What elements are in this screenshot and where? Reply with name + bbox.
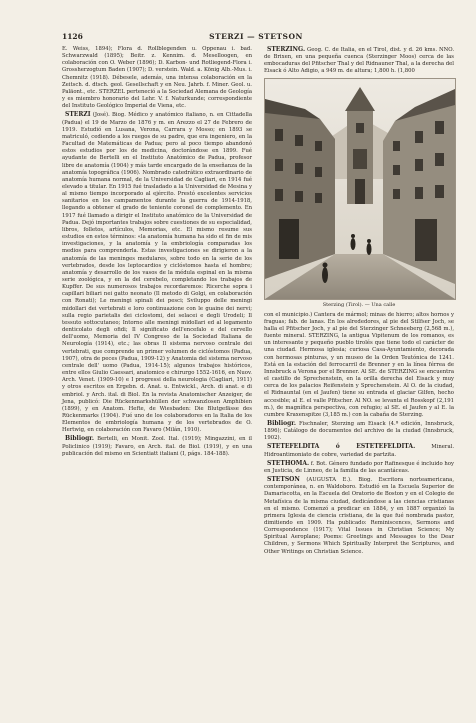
entry-text: E. Weiss, 1894); Flora d. Rollblegenden u. Oppenau i. bad. Schwarzwald (1895); Beitr. z. Kennim. d. Meselloogen, en colaboración con O. Weber (1896); D. Karbon- und Rotliegend-Flora i. Grossherzogtum Baden (1907); D. verstein. Wald. a. König Alb.-Mus. i. Chemnitz (1918). Débesele, además, una intensa colaboración en la Zeitsch. d. dtsch. geol. Gesellschaft y en Neu. Jahrb. f. Miner. Geol. u. Paläont., etc. STERZEL perteneció a la Sociedad Alemana de Geología y es miembro honorario del Lehr. V. f. Naturkunde; correspondiente del Instituto Geológico Imperial de Viena, etc. bbox=[62, 46, 252, 110]
entry-sterzi bbox=[62, 111, 252, 434]
entry-headword: STERZING. bbox=[267, 46, 306, 53]
right-column bbox=[264, 46, 454, 557]
entry-text: (AUGUSTA E.). Biog. Escritora norteamericana, contemporánea, n. en Waldoboro. Estudió en la Escuela Superior de Damariscotta, en la Escuela del Oratorio de Boston y en el Colegio de Metafísica de la misma ciudad, dedicándose a las ciencias cristianas en el mismo. Comenzó a predicar en 1884, y en 1887 organizó la primera Iglesia de ciencia cristiana, de la que fué nombrada pastor, dimitiendo en 1909. Ha publicado: Reminiscences, Sermons and Correspondence (1917); Vital Issues in Christian Science; My Spiritual Aeroplane; Poems: Greetings and Messages to the Dear Children, y Sermons Which Spiritually Interpret the Scriptures, and Other Writings on Christian Science. bbox=[264, 477, 454, 555]
street-photograph bbox=[264, 78, 456, 300]
entry-text: f. Bot. Género fundado por Rafinesque é incluido hoy en Justicia, de Linneo, de la familia de las acantáceas. bbox=[264, 460, 454, 474]
entry-sterzing-continued bbox=[264, 312, 454, 419]
entry-sterzing-bibliography bbox=[264, 420, 454, 442]
entry-headword: STETEFELDITA ó ESTETEFELDITA. bbox=[267, 443, 416, 451]
entry-stetson bbox=[264, 476, 454, 556]
entry-headword: STERZI bbox=[65, 111, 91, 119]
figure-caption: Sterzing (Tirol). — Una calle bbox=[322, 301, 396, 308]
entry-text: Fischnaler, Sterzing am Eisack (4.ª edición, Innsbruck, 1896); Catálogo de documentos del archivo de la ciudad (Innsbruck, 1902). bbox=[264, 420, 455, 442]
running-title: STERZI — STETSON bbox=[209, 32, 303, 41]
street-photograph-drawing bbox=[265, 79, 455, 299]
entry-headword: Bibliogr. bbox=[267, 419, 297, 427]
entry-headword: Bibliogr. bbox=[65, 435, 95, 443]
entry-headword: STETHOMA. bbox=[267, 459, 310, 467]
entry-headword: STETSON bbox=[267, 476, 300, 484]
entry-text: Mineral. Hidroantimoniato de cobre, variedad de partzita. bbox=[264, 444, 454, 458]
entry-sterzi-bibliography bbox=[62, 435, 252, 457]
entry-sterzing bbox=[264, 46, 454, 76]
page-number: 1126 bbox=[62, 32, 83, 41]
entry-text: Geog. C. de Italia, en el Tirol, dist. y d. 26 kms. NNO. de Brixen, en una pequeña cuenca (Sterzinger Moos) cerca de las embocaduras del Pfitscher Thal y del Ridnauner Thal, a la derecha del Eisack ó Alto Adigio, a 949 m. de altura; 1,800 h. (1,800 bbox=[264, 47, 454, 75]
entry-text: Bertelli, en Monit. Zool. Ital. (1919); Mingazzini, en il Policlinico (1919); Favaro, en Arch. ital. de Biol. (1919), y en una publicación del mismo en Scientiatt italiani (I, págs. 184-188). bbox=[62, 436, 252, 457]
entry-stetefeldita bbox=[264, 443, 454, 458]
left-column bbox=[62, 46, 252, 459]
entry-stethoma bbox=[264, 460, 454, 475]
entry-sterzel-continued bbox=[62, 46, 252, 110]
page-header bbox=[62, 32, 450, 44]
entry-text: con el municipio.) Cantera de mármol; minas de hierro; altos hornos y fraguas; fab. de lanas. En los alrededores, al pie del Stilfser Joch, se halla el Pfitscher Joch, y al pie del Sterzinger Schneeberg (2,568 m.), fuente mineral. STERZING, la antigua Vipitenum de los romanos, es un interesante y pequeño pueblo tirolés que tiene todo el carácter de una ciudad. Hermosa iglesia; curiosa Casa-Ayuntamiento, decorada con hermosas pinturas, y un museo de la Orden Teutónica de 1241. Está en la estación del ferrocarril de Brenner y en la línea férrea de Innsbruck a Verona por el Brenner. Al SE. de STERZING se encuentra el castillo de Sprechenstein, en la orilla derecha del Eisack y muy cerca de los palacios Reifenstein y Sprechenstein. Al O. de la ciudad, el Ridnauntal (en el Jaufen) tiene su entrada el glaciar Gilfen, hecho accesible; al E. el valle Pfitscher. Al NO. se levanta el Rosskopf (2,191 m.), de magnífica perspectiva, con refugio; al SE. el Jaufen y al E. la cumbre Kraxenspitze (3,185 m.) con la cabaña de Sterzing. bbox=[264, 311, 454, 418]
entry-text: (José). Biog. Médico y anatómico italiano, n. en Cittadella (Padua) el 19 de Marzo de 1876 y m. en Arezzo el 27 de Febrero de 1919. Estudió en Lusana, Verona, Carrara y Mosso; en 1893 se matriculó, cediendo a los ruegos de su padre, que era ingeniero, en la Facultad de Matemáticas de Padua; pero al poco tiempo abandonó estos estudios por los de medicina, doctorándose en 1899. Fué ayudante de Bertelli en el Instituto Anatómico de Padua, profesor libre de anatomía (1904) y más tarde encargado de la enseñanza de la anatomía topográfica (1906). Nombrado catedrático extraordinario de anatomía humana normal, de la Universidad de Cagliari, en 1914 fué elevado a titular. En 1915 fué trasladado a la Universidad de Mesina y al mismo tiempo incorporado al ejército. Prestó excelentes servicios sanitarios en los campamentos durante la guerra de 1914-1918, llegando a obtener el grado de teniente coronel de complemento. En 1917 fué llamado a dirigir el Instituto anatómico de la Universidad de Padua. Dejó importantes trabajos sobre cuestiones de su especialidad, libros, folletos, artículos, Memorias, etc. El mismo resume sus estudios en estos términos: «la anatomía humana ha sido el fin de mis investigaciones, y la anatomía y la embriología comparadas los medios para comprenderla. Estas investigaciones se dirigieron a la anatomía de las meninges medulares, sobre todo en la serie de los vertebrados, desde los leptocardios y ciclóstomos hasta el hombre; anatomía y desarrollo de los vasos de la médula espinal en la misma serie zoológica, y en la del cerebelo, completando los trabajos de Kupffer. De sus numerosos trabajos recordaremos: Ricerche sopra i capillari biliari nei gatto neonato (Il metodo di Golgi, en colaboración con Ronati); Le meningi spinali dei pesci; Sviluppo delle meningi midollari dei vertebrati e loro continuazione con le guaine dei nervi; sulla regio parietalis dei ciclostomi, dei selacei e degli Urodeli; Il tessuto sottocutaneo; Intorno alle meningi midollari ed al legamento denticolato degli ofidi; Il significato dell'encefalo e del cervello dell'uomo, Memoria del IV Congreso de la Sociedad Italiana de Neurología (1914), etc.; las obras Il sistema nervoso centrale dei vertebrati, que comprende un primer volumen de ciclóstomos (Padua, 1907), otra de peces (Padua, 1909-12) y Anatomia del sistema nervoso centrale dell' uomo (Padua, 1914-15); algunos trabajos históricos, entre ellos Giulio Caessari, anatomico e chirurgo 1552-1616, en Nuov. Arch. Venet. (1909-10) e I progressi della neurologia (Cagliari, 1911) y otros escritos en Ergebn. d. Anat. u. Entwickl., Arch. di anat. e di embriol. y Arch. ital. di Biol. En la revista Anatomischer Anzeiger, de Jena, publicó: Die Rückenmarkshüllen der schwanzlosen Amphibien (1899), y en Anatom. Hefte, de Wiesbaden: Die Blutgefässe des Rückenmarks (1904). Fué uno de los colaboradores en la Italia de los Elementos de embriología humana y de los vertebrados de O. Hertwig, en colaboración con Favaro (Milán, 1910). bbox=[62, 112, 252, 434]
